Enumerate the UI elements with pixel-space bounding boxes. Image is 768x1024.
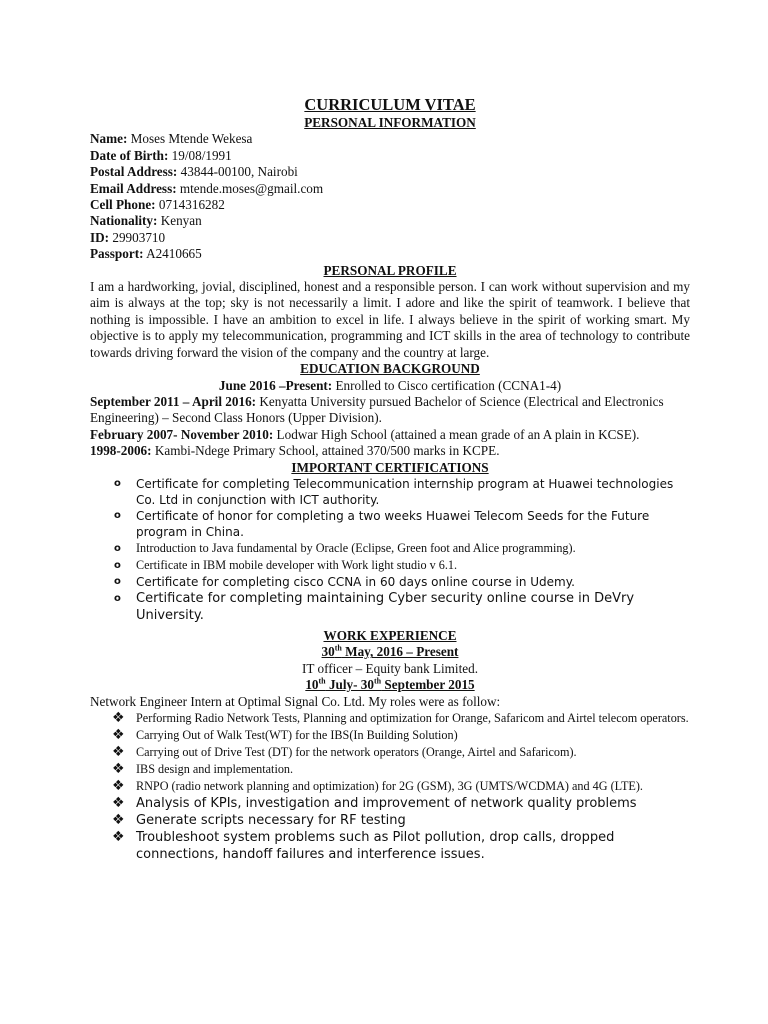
education-period: September 2011 – April 2016: [90,393,257,409]
role-item [90,744,690,761]
cert-item [90,574,690,590]
work-experience-heading: WORK EXPERIENCE [323,627,457,643]
field-label: Postal Address: [90,164,178,180]
personal-profile-heading: PERSONAL PROFILE [323,262,457,278]
personal-info-heading: PERSONAL INFORMATION [304,115,476,130]
certifications-heading: IMPORTANT CERTIFICATIONS [291,459,489,475]
cert-item [90,590,690,624]
role-item [90,727,690,744]
personal-row-email [90,181,690,197]
personal-row-id [90,230,690,246]
role-item [90,778,690,795]
circle-bullet-icon: o [114,559,121,571]
date-rest: September 2015 [381,677,475,693]
circle-bullet-icon: o [114,542,121,554]
cert-item [90,540,690,557]
role-text: Analysis of KPIs, investigation and improvement of network quality problems [136,795,637,811]
role-item [90,710,690,727]
field-value: 0714316282 [158,197,225,213]
role-text: Carrying out of Drive Test (DT) for the network operators (Orange, Airtel and Safaricom). [136,744,577,759]
field-label: Name: [90,131,128,147]
field-value: 29903710 [112,229,166,245]
field-value: mtende.moses@gmail.com [179,180,324,196]
role-item [90,812,690,829]
date-day: 10 [305,677,319,693]
circle-bullet-icon: o [114,477,121,489]
diamond-bullet-icon: ❖ [112,743,125,760]
job2-dates [90,677,690,693]
field-label: Nationality: [90,213,158,229]
field-value: 19/08/1991 [171,147,232,163]
education-list [90,378,690,460]
circle-bullet-icon: o [114,575,121,587]
personal-row-passport [90,246,690,262]
role-text: Carrying Out of Walk Test(WT) for the IBS(In Building Solution) [136,727,458,742]
diamond-bullet-icon: ❖ [112,709,125,726]
education-text: Enrolled to Cisco certification (CCNA1-4) [332,377,562,393]
cert-text: Certificate for completing cisco CCNA in 60 days online course in Udemy. [136,574,575,589]
education-text: Kenyatta University pursued Bachelor of Science (Electrical and Electronics Engineering) – Second Class Honors (Upper Division). [90,393,664,426]
field-label: ID: [90,229,110,245]
personal-row-postal [90,164,690,180]
education-item [90,378,690,394]
role-text: Generate scripts necessary for RF testing [136,812,406,828]
job2-role: Network Engineer Intern at Optimal Signal Co. Ltd. My roles were as follow: [90,693,501,709]
date-suffix: th [318,676,326,686]
cert-item [90,557,690,574]
date-rest: May, 2016 – Present [341,644,459,660]
circle-bullet-icon: o [114,509,121,521]
field-label: Cell Phone: [90,197,156,213]
education-item [90,443,690,459]
education-item [90,427,690,443]
personal-row-dob [90,148,690,164]
diamond-bullet-icon: ❖ [112,828,125,845]
role-item [90,761,690,778]
field-value: Kenyan [160,213,202,229]
diamond-bullet-icon: ❖ [112,794,125,811]
role-text: RNPO (radio network planning and optimization) for 2G (GSM), 3G (UMTS/WCDMA) and 4G (LTE). [136,778,643,793]
cert-item [90,508,690,540]
role-item [90,829,690,863]
job1-role: IT officer – Equity bank Limited. [301,660,479,676]
date-suffix: th [334,643,342,653]
cert-text: Certificate in IBM mobile developer with Work light studio v 6.1. [136,557,458,572]
cert-text: Introduction to Java fundamental by Oracle (Eclipse, Green foot and Alice programming). [136,540,576,555]
personal-row-name [90,131,690,147]
personal-profile-text: I am a hardworking, jovial, disciplined, honest and a responsible person. I can work without supervision and my aim is always at the top; sky is not necessarily a limit. I adore and like the spirit of teamwork. I believe that nothing is impossible. I have an ambition to excel in life. I always believe in the spirit of working smart. My objective is to apply my telecommunication, programming and ICT skills in the area of technology to contribute towards driving forward the vision of the company and the country at large. [90,279,690,360]
field-value: Moses Mtende Wekesa [130,131,253,147]
personal-info [90,131,690,262]
diamond-bullet-icon: ❖ [112,811,125,828]
education-period: 1998-2006: [90,443,152,459]
education-period: June 2016 –Present: [218,377,333,393]
role-item [90,795,690,812]
roles-list [90,710,690,863]
personal-row-phone [90,197,690,213]
role-text: Performing Radio Network Tests, Planning and optimization for Orange, Safaricom and Airtel telecom operators. [136,710,689,725]
role-text: IBS design and implementation. [136,761,294,776]
diamond-bullet-icon: ❖ [112,726,125,743]
education-text: Lodwar High School (attained a mean grade of an A plain in KCSE). [273,426,640,442]
cert-text: Certificate for completing maintaining Cyber security online course in DeVry University. [136,590,635,623]
education-heading: EDUCATION BACKGROUND [300,361,480,377]
role-text: Troubleshoot system problems such as Pilot pollution, drop calls, dropped connections, handoff failures and interference issues. [136,829,615,862]
field-value: 43844-00100, Nairobi [180,164,298,180]
education-period: February 2007- November 2010: [90,426,274,442]
field-label: Date of Birth: [90,147,169,163]
diamond-bullet-icon: ❖ [112,777,125,794]
cert-text: Certificate of honor for completing a two weeks Huawei Telecom Seeds for the Future program in China. [136,508,650,539]
field-label: Email Address: [90,180,177,196]
education-item [90,394,690,427]
field-label: Passport: [90,246,144,262]
education-text: Kambi-Ndege Primary School, attained 370/500 marks in KCPE. [151,443,500,459]
document-title: CURRICULUM VITAE [304,95,476,114]
field-value: A2410665 [146,246,202,262]
date-suffix: th [374,676,382,686]
cv-page [90,95,690,863]
cert-item [90,476,690,508]
date-mid: July- 30 [325,677,374,693]
personal-row-nationality [90,213,690,229]
diamond-bullet-icon: ❖ [112,760,125,777]
job1-dates [90,644,690,660]
date-day: 30 [321,644,335,660]
certifications-list [90,476,690,624]
circle-bullet-icon: o [114,592,121,604]
cert-text: Certificate for completing Telecommunication internship program at Huawei technologies Co. Ltd in conjunction with ICT authority. [136,476,674,507]
